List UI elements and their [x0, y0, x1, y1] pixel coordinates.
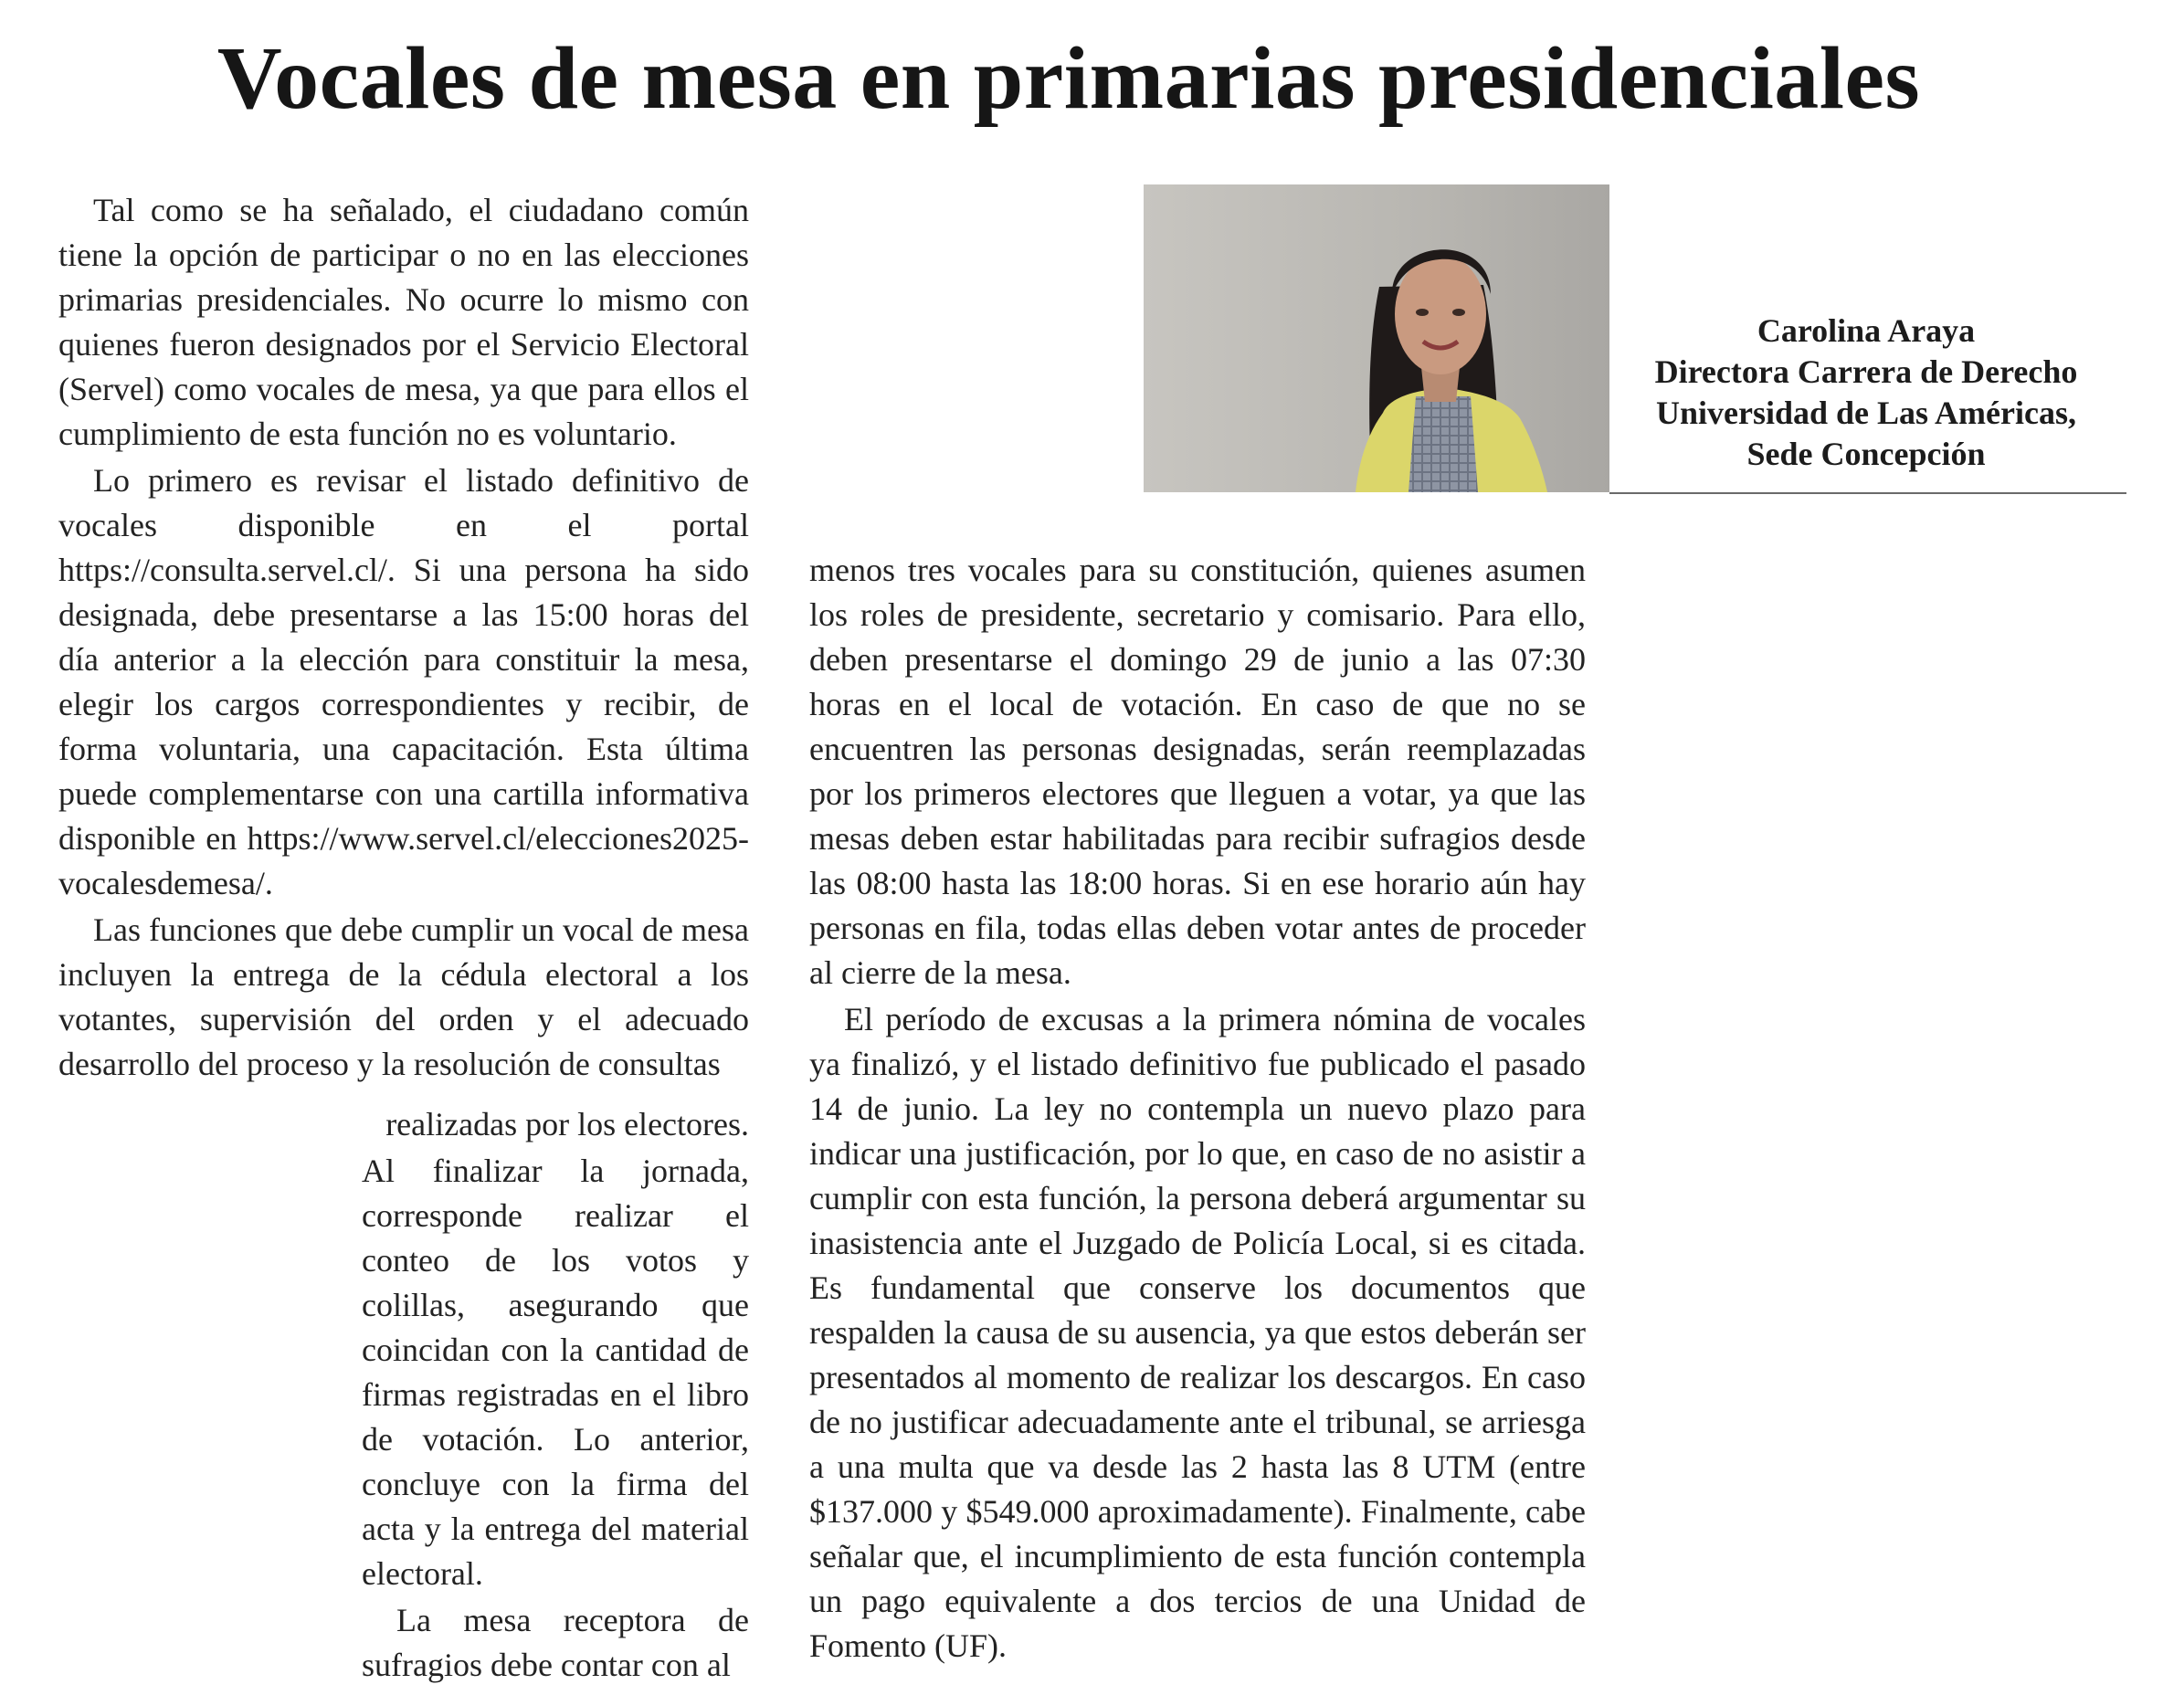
author-name: Carolina Araya [1757, 312, 1976, 349]
author-photo [1144, 184, 1609, 492]
article-column-2 [809, 548, 1586, 1670]
author-campus: Sede Concepción [1746, 436, 1986, 472]
paragraph: Tal como se ha señalado, el ciudadano común tiene la opción de participar o no en las elecciones primarias presidenciales. No ocurre lo mismo con quienes fueron designados por el Servicio Electoral (Servel) como vocales de mesa, ya que para ellos el cumplimiento de esta función no es voluntario. [58, 192, 749, 452]
article-column-1-narrow [362, 1102, 749, 1690]
paragraph: El período de excusas a la primera nómina de vocales ya finalizó, y el listado definitivo fue publicado el pasado 14 de junio. La ley no contempla un nuevo plazo para indicar una justificación, por lo que, en caso de no asistir a cumplir con esta función, la persona deberá argumentar su inasistencia ante el Juzgado de Policía Local, si es citada. Es fundamental que conserve los documentos que respalden la causa de su ausencia, ya que estos deberán ser presentados al momento de realizar los descargos. En caso de no justificar adecuadamente ante el tribunal, se arriesga a una multa que va desde las 2 hasta las 8 UTM (entre $137.000 y $549.000 aproximadamente). Finalmente, cabe señalar que, el incumplimiento de esta función contempla un pago equivalente a dos tercios de una Unidad de Fomento (UF). [809, 1001, 1586, 1664]
article-title: Vocales de mesa en primarias presidenciales [216, 29, 1921, 128]
paragraph: Lo primero es revisar el listado definitivo de vocales disponible en el portal https://consulta.servel.cl/. Si una persona ha sido designada, debe presentarse a las 15:00 horas del día anterior a la elección para constituir la mesa, elegir los cargos correspondientes y recibir, de forma voluntaria, una capacitación. Esta última puede complementarse con una cartilla informativa disponible en https://www.servel.cl/elecciones2025-vocalesdemesa/. [58, 462, 749, 901]
paragraph: Las funciones que debe cumplir un vocal de mesa incluyen la entrega de la cédula electoral a los votantes, supervisión del orden y el adecuado desarrollo del proceso y la resolución de consultas [58, 911, 749, 1082]
article-column-1 [58, 188, 749, 1089]
paragraph: La mesa receptora de sufragios debe contar con al [362, 1602, 749, 1683]
author-portrait [1144, 184, 1609, 492]
author-institution: Universidad de Las Américas, [1655, 395, 2076, 431]
paragraph: realizadas por los electores. [385, 1106, 749, 1142]
paragraph: menos tres vocales para su constitución, quienes asumen los roles de presidente, secretario y comisario. Para ello, deben presentarse el domingo 29 de junio a las 07:30 horas en el local de votación. En caso de que no se encuentren las personas designadas, serán reemplazadas por los primeros electores que lleguen a votar, ya que las mesas deben estar habilitadas para recibir sufragios desde las 08:00 hasta las 18:00 horas. Si en ese horario aún hay personas en fila, todas ellas deben votar antes de proceder al cierre de la mesa. [809, 552, 1586, 991]
author-byline [1609, 311, 2123, 475]
paragraph: Al finalizar la jornada, corresponde realizar el conteo de los votos y colillas, asegurando que coincidan con la cantidad de firmas registradas en el libro de votación. Lo anterior, concluye con la firma del acta y la entrega del material electoral. [362, 1153, 749, 1592]
author-role: Directora Carrera de Derecho [1654, 353, 2078, 390]
byline-divider [1609, 492, 2126, 494]
